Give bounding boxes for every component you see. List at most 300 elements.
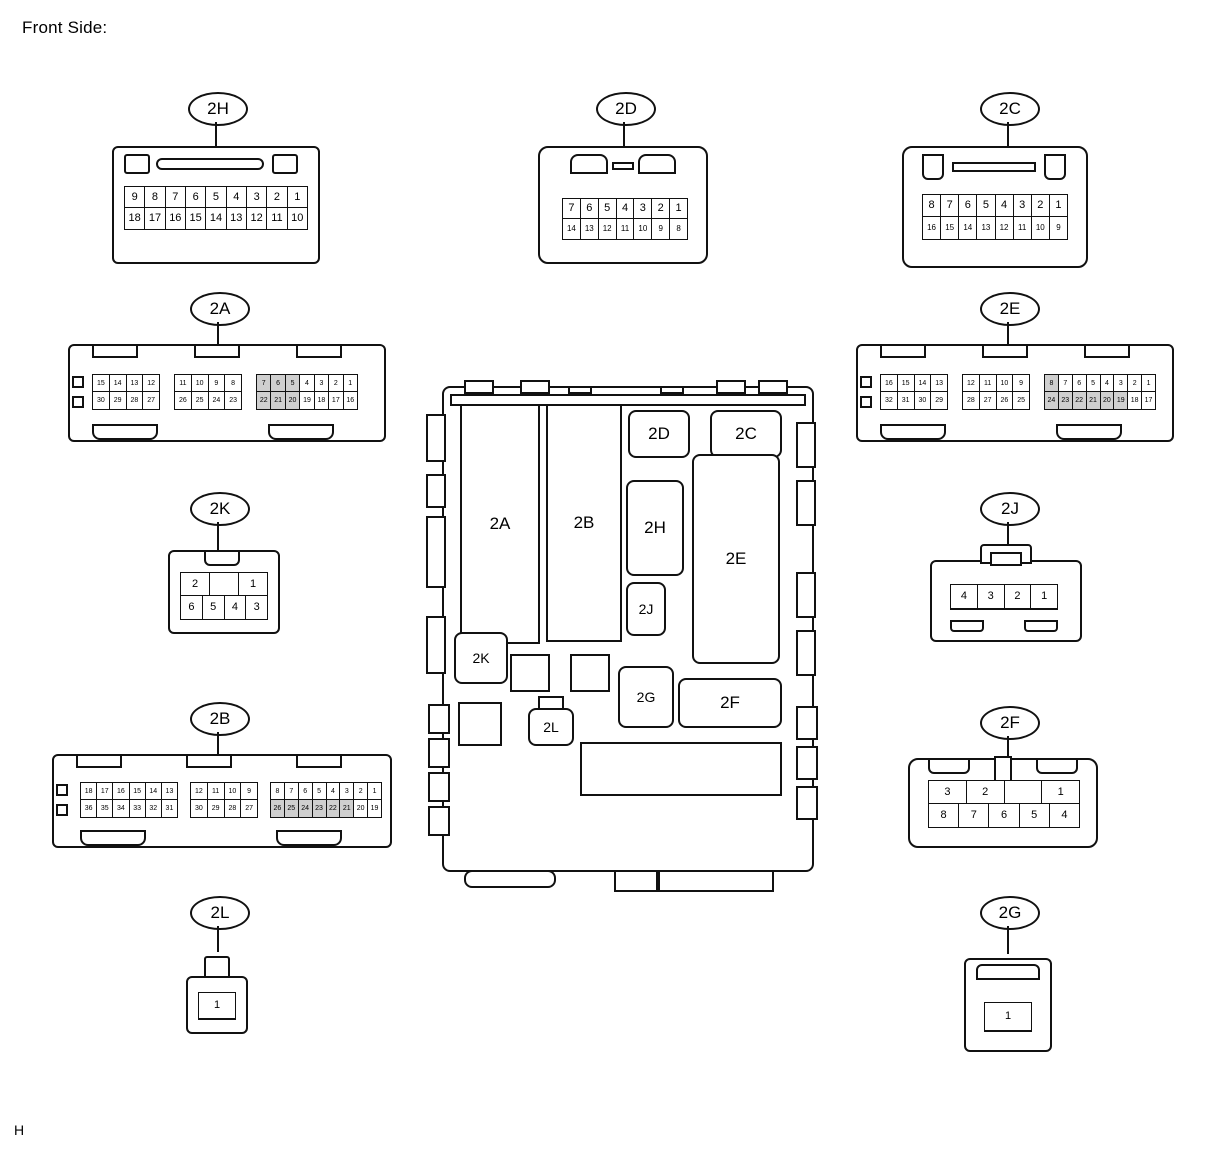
pin: 8 xyxy=(929,804,959,827)
pin: 12 xyxy=(996,217,1014,239)
pin: 13 xyxy=(977,217,995,239)
pin: 35 xyxy=(97,800,113,817)
pin: 30 xyxy=(915,392,932,409)
pin: 5 xyxy=(286,375,300,392)
block-left-clip-5 xyxy=(428,704,450,734)
pin: 17 xyxy=(97,783,113,800)
2a-side-clip-2 xyxy=(72,396,84,408)
2h-latch xyxy=(156,158,264,170)
2b-mid-row-2 xyxy=(191,800,257,817)
pin: 11 xyxy=(980,375,997,392)
2h-row-1 xyxy=(125,187,307,208)
2b-mid-row-1 xyxy=(191,783,257,800)
block-cavity-blank-3 xyxy=(458,702,502,746)
pin: 3 xyxy=(634,199,652,219)
block-cavity-2e[interactable]: 2E xyxy=(692,454,780,664)
pin: 29 xyxy=(208,800,225,817)
pin: 34 xyxy=(113,800,129,817)
2e-bottom-tab-1 xyxy=(880,424,946,440)
2c-tab-right xyxy=(1044,154,1066,180)
pin: 11 xyxy=(1014,217,1032,239)
pin: 16 xyxy=(881,375,898,392)
pin: 15 xyxy=(130,783,146,800)
block-left-clip-1 xyxy=(426,414,446,462)
pin: 2 xyxy=(1032,195,1050,217)
pin: 12 xyxy=(247,208,267,229)
callout-2c: 2C xyxy=(980,92,1040,126)
pin: 5 xyxy=(203,596,225,619)
pin: 10 xyxy=(192,375,209,392)
2b-right-row-2 xyxy=(271,800,381,817)
lead-2c xyxy=(1007,122,1009,146)
2e-left-row-2 xyxy=(881,392,947,409)
pin: 19 xyxy=(370,805,379,812)
pin: 2 xyxy=(329,375,343,392)
block-cavity-2j[interactable]: 2J xyxy=(626,582,666,636)
block-cavity-2f[interactable]: 2F xyxy=(678,678,782,728)
connector-2l xyxy=(186,976,248,1034)
block-cavity-2l-tab xyxy=(538,696,564,710)
lead-2d xyxy=(623,122,625,146)
pin: 8 xyxy=(225,375,241,392)
junction-block xyxy=(428,386,828,906)
2c-pin-grid xyxy=(922,194,1068,240)
pin: 21 xyxy=(340,800,354,817)
2a-left-row-2 xyxy=(93,392,159,409)
pin: 21 xyxy=(271,392,285,409)
pin: 2 xyxy=(1005,585,1032,609)
pin: 15 xyxy=(941,217,959,239)
pin: 1 xyxy=(239,573,267,596)
pin: 12 xyxy=(191,783,208,800)
pin: 2 xyxy=(652,199,670,219)
pin: 20 xyxy=(1101,392,1115,409)
pin: 4 xyxy=(225,596,247,619)
pin: 28 xyxy=(963,392,980,409)
pin: 1 xyxy=(288,187,307,208)
connector-2k xyxy=(168,550,280,634)
pin: 13 xyxy=(162,783,177,800)
pin: 4 xyxy=(227,187,247,208)
pin: 18 xyxy=(81,783,97,800)
pin: 19 xyxy=(1114,392,1128,409)
2b-top-tab-3 xyxy=(296,754,342,768)
pin: 14 xyxy=(915,375,932,392)
2c-latch xyxy=(952,162,1036,172)
2a-pin-grid-right xyxy=(256,374,358,410)
pin: 9 xyxy=(652,219,670,239)
2e-pin-grid-right xyxy=(1044,374,1156,410)
2a-top-tab-2 xyxy=(194,344,240,358)
pin: 27 xyxy=(980,392,997,409)
pin: 6 xyxy=(181,596,203,619)
callout-2g: 2G xyxy=(980,896,1040,930)
block-left-clip-2 xyxy=(426,474,446,508)
callout-2h: 2H xyxy=(188,92,248,126)
2c-row-2 xyxy=(923,217,1067,239)
block-right-clip-5 xyxy=(796,706,818,740)
pin: 31 xyxy=(165,805,174,812)
pin: 3 xyxy=(315,375,329,392)
block-cavity-2l[interactable]: 2L xyxy=(528,708,574,746)
pin: 19 xyxy=(300,392,314,409)
2e-left-row-1 xyxy=(881,375,947,392)
2b-bottom-tab-1 xyxy=(80,830,146,846)
connector-2j xyxy=(930,560,1082,642)
block-right-clip-4 xyxy=(796,630,816,676)
pin: 21 xyxy=(1087,392,1101,409)
callout-2l: 2L xyxy=(190,896,250,930)
2b-top-tab-2 xyxy=(186,754,232,768)
block-left-clip-7 xyxy=(428,772,450,802)
pin: 9 xyxy=(1013,375,1029,392)
pin: 7 xyxy=(959,804,989,827)
pin: 4 xyxy=(300,375,314,392)
2b-left-row-1 xyxy=(81,783,177,800)
lead-2e xyxy=(1007,322,1009,344)
connector-2g xyxy=(964,958,1052,1052)
2a-right-row-1 xyxy=(257,375,357,392)
pin: 29 xyxy=(110,392,127,409)
pin: 7 xyxy=(285,783,299,800)
pin: 6 xyxy=(581,199,599,219)
2e-mid-row-2 xyxy=(963,392,1029,409)
callout-2j: 2J xyxy=(980,492,1040,526)
pin: 26 xyxy=(271,800,285,817)
pin: 8 xyxy=(145,187,165,208)
pin: 1 xyxy=(985,1003,1031,1031)
connector-2f xyxy=(908,758,1098,848)
block-cavity-2b[interactable]: 2B xyxy=(546,404,622,642)
2g-row-1 xyxy=(985,1003,1031,1031)
pin: 9 xyxy=(241,783,257,800)
pin: 6 xyxy=(271,375,285,392)
2b-top-tab-1 xyxy=(76,754,122,768)
block-top-notch-4 xyxy=(660,386,684,394)
block-cavity-2h[interactable]: 2H xyxy=(626,480,684,576)
2f-row-1 xyxy=(929,781,1079,804)
block-foot-3 xyxy=(658,870,774,892)
pin: 13 xyxy=(227,208,247,229)
pin: 4 xyxy=(617,199,635,219)
2b-side-clip-2 xyxy=(56,804,68,816)
pin: 5 xyxy=(313,783,327,800)
pin: 25 xyxy=(1017,397,1026,404)
block-cavity-2k[interactable]: 2K xyxy=(454,632,508,684)
block-left-clip-6 xyxy=(428,738,450,768)
callout-2k: 2K xyxy=(190,492,250,526)
pin: 15 xyxy=(898,375,915,392)
pin: 1 xyxy=(199,993,235,1019)
lead-2h xyxy=(215,122,217,146)
pin: 32 xyxy=(881,392,898,409)
pin: 25 xyxy=(192,392,209,409)
2d-tab-right xyxy=(638,154,676,174)
pin: 9 xyxy=(1056,223,1061,232)
pin: 16 xyxy=(923,217,941,239)
connector-2b xyxy=(52,754,392,848)
2a-left-row-1 xyxy=(93,375,159,392)
2j-bottom-tab-1 xyxy=(950,620,984,632)
pin: 20 xyxy=(354,800,368,817)
connector-2c xyxy=(902,146,1088,268)
2k-top-tab xyxy=(204,550,240,566)
pin: 6 xyxy=(299,783,313,800)
pin: 28 xyxy=(225,800,242,817)
pin: 14 xyxy=(563,219,581,239)
pin: 18 xyxy=(1128,392,1142,409)
pin-blank xyxy=(210,573,239,596)
pin: 4 xyxy=(1061,809,1068,821)
pin: 27 xyxy=(147,397,156,404)
pin: 10 xyxy=(634,219,652,239)
2a-right-row-2 xyxy=(257,392,357,409)
pin: 6 xyxy=(989,804,1019,827)
block-right-clip-1 xyxy=(796,422,816,468)
pin: 3 xyxy=(253,601,260,613)
2e-right-row-2 xyxy=(1045,392,1155,409)
pin: 7 xyxy=(941,195,959,217)
pin: 32 xyxy=(146,800,162,817)
pin: 5 xyxy=(1020,804,1050,827)
lead-2a xyxy=(217,322,219,344)
2e-pin-grid-mid xyxy=(962,374,1030,410)
pin: 6 xyxy=(959,195,977,217)
pin: 10 xyxy=(997,375,1014,392)
2a-mid-row-2 xyxy=(175,392,241,409)
pin: 12 xyxy=(143,375,159,392)
connector-2e xyxy=(856,344,1174,442)
2b-left-row-2 xyxy=(81,800,177,817)
pin: 23 xyxy=(1059,392,1073,409)
pin: 18 xyxy=(125,208,145,229)
2e-side-clip-2 xyxy=(860,396,872,408)
2k-row-2 xyxy=(181,596,267,619)
pin: 8 xyxy=(271,783,285,800)
pin: 11 xyxy=(208,783,225,800)
lead-2k xyxy=(217,522,219,550)
lead-2f xyxy=(1007,736,1009,758)
page-title: Front Side: xyxy=(22,18,108,37)
2f-row-2 xyxy=(929,804,1079,827)
pin: 12 xyxy=(599,219,617,239)
block-foot-2 xyxy=(614,870,658,892)
2b-pin-grid-right xyxy=(270,782,382,818)
block-right-clip-7 xyxy=(796,786,818,820)
2e-top-tab-3 xyxy=(1084,344,1130,358)
pin: 22 xyxy=(327,800,341,817)
connector-2h xyxy=(112,146,320,264)
block-top-notch-2 xyxy=(520,380,550,394)
2b-pin-grid-left xyxy=(80,782,178,818)
pin: 1 xyxy=(1050,195,1067,217)
pin: 8 xyxy=(676,224,681,233)
pin: 11 xyxy=(175,375,192,392)
pin: 2 xyxy=(967,781,1005,804)
2b-side-clip-1 xyxy=(56,784,68,796)
pin: 2 xyxy=(1128,375,1142,392)
pin: 7 xyxy=(166,187,186,208)
pin: 6 xyxy=(186,187,206,208)
lead-2g xyxy=(1007,926,1009,954)
pin: 4 xyxy=(996,195,1014,217)
pin: 24 xyxy=(1045,392,1059,409)
block-cavity-blank-1 xyxy=(510,654,550,692)
pin: 24 xyxy=(299,800,313,817)
pin: 5 xyxy=(206,187,226,208)
block-right-clip-6 xyxy=(796,746,818,780)
pin: 8 xyxy=(923,195,941,217)
pin: 1 xyxy=(1042,781,1079,804)
pin: 23 xyxy=(229,397,238,404)
pin: 33 xyxy=(130,800,146,817)
block-right-clip-2 xyxy=(796,480,816,526)
pin: 25 xyxy=(285,800,299,817)
pin: 15 xyxy=(186,208,206,229)
2c-row-1 xyxy=(923,195,1067,217)
pin: 3 xyxy=(1114,375,1128,392)
pin: 24 xyxy=(209,392,226,409)
2e-pin-grid-left xyxy=(880,374,948,410)
pin: 26 xyxy=(997,392,1014,409)
2j-pin-grid xyxy=(950,584,1058,610)
pin: 14 xyxy=(959,217,977,239)
pin: 10 xyxy=(291,212,304,224)
2e-top-tab-1 xyxy=(880,344,926,358)
2l-pin-grid xyxy=(198,992,236,1020)
pin: 4 xyxy=(951,585,978,609)
2e-top-tab-2 xyxy=(982,344,1028,358)
2h-tab-left xyxy=(124,154,150,174)
block-cavity-2d[interactable]: 2D xyxy=(628,410,690,458)
2a-bottom-tab-2 xyxy=(268,424,334,440)
2f-top-tab-2 xyxy=(994,756,1012,782)
footer-mark: H xyxy=(14,1122,25,1138)
callout-2f: 2F xyxy=(980,706,1040,740)
2j-row-1 xyxy=(951,585,1057,609)
pin: 14 xyxy=(206,208,226,229)
2a-pin-grid-mid xyxy=(174,374,242,410)
2d-tab-left xyxy=(570,154,608,174)
2a-bottom-tab-1 xyxy=(92,424,158,440)
pin: 5 xyxy=(977,195,995,217)
2l-row-1 xyxy=(199,993,235,1019)
connector-2a xyxy=(68,344,386,442)
pin: 28 xyxy=(127,392,144,409)
pin: 17 xyxy=(1144,397,1153,404)
block-cavity-2a[interactable]: 2A xyxy=(460,404,540,644)
pin: 11 xyxy=(617,219,635,239)
2f-pin-grid xyxy=(928,780,1080,828)
2d-row-2 xyxy=(563,219,687,239)
pin: 36 xyxy=(81,800,97,817)
pin: 17 xyxy=(329,392,343,409)
pin: 2 xyxy=(354,783,368,800)
pin: 27 xyxy=(245,805,254,812)
2a-pin-grid-left xyxy=(92,374,160,410)
2b-right-row-1 xyxy=(271,783,381,800)
pin: 3 xyxy=(929,781,967,804)
block-cavity-blank-2 xyxy=(570,654,610,692)
lead-2l xyxy=(217,926,219,952)
pin: 5 xyxy=(1087,375,1101,392)
pin: 16 xyxy=(346,397,355,404)
2e-mid-row-1 xyxy=(963,375,1029,392)
pin: 8 xyxy=(1045,375,1059,392)
block-top-notch-3 xyxy=(568,386,592,394)
block-cavity-blank-4 xyxy=(580,742,782,796)
pin: 29 xyxy=(935,397,944,404)
2h-tab-right xyxy=(272,154,298,174)
2a-top-tab-3 xyxy=(296,344,342,358)
block-cavity-2c[interactable]: 2C xyxy=(710,410,782,458)
pin: 18 xyxy=(315,392,329,409)
pin: 31 xyxy=(898,392,915,409)
pin: 23 xyxy=(313,800,327,817)
2b-pin-grid-mid xyxy=(190,782,258,818)
block-foot-1 xyxy=(464,870,556,888)
2j-top-tab-inner xyxy=(990,552,1022,566)
block-left-clip-3 xyxy=(426,516,446,588)
callout-2d: 2D xyxy=(596,92,656,126)
2e-side-clip-1 xyxy=(860,376,872,388)
2k-row-1 xyxy=(181,573,267,596)
pin: 9 xyxy=(125,187,145,208)
callout-2b: 2B xyxy=(190,702,250,736)
2l-top-tab xyxy=(204,956,230,978)
block-top-notch-5 xyxy=(716,380,746,394)
pin: 26 xyxy=(175,392,192,409)
pin: 1 xyxy=(1031,585,1057,609)
block-cavity-2g[interactable]: 2G xyxy=(618,666,674,728)
block-top-notch-1 xyxy=(464,380,494,394)
pin: 30 xyxy=(191,800,208,817)
pin: 22 xyxy=(1073,392,1087,409)
pin: 7 xyxy=(1059,375,1073,392)
pin: 6 xyxy=(1073,375,1087,392)
2a-side-clip-1 xyxy=(72,376,84,388)
2d-pin-grid xyxy=(562,198,688,240)
2d-latch xyxy=(612,162,634,170)
pin: 2 xyxy=(267,187,287,208)
pin: 3 xyxy=(247,187,267,208)
block-right-clip-3 xyxy=(796,572,816,618)
callout-2e: 2E xyxy=(980,292,1040,326)
2h-row-2 xyxy=(125,208,307,229)
pin: 10 xyxy=(1032,217,1050,239)
pin-blank xyxy=(1005,781,1043,804)
pin: 1 xyxy=(344,375,357,392)
callout-2a: 2A xyxy=(190,292,250,326)
2h-pin-grid xyxy=(124,186,308,230)
pin: 13 xyxy=(127,375,144,392)
block-left-clip-8 xyxy=(428,806,450,836)
2c-tab-left xyxy=(922,154,944,180)
pin: 5 xyxy=(599,199,617,219)
2a-mid-row-1 xyxy=(175,375,241,392)
connector-2d xyxy=(538,146,708,264)
pin: 1 xyxy=(368,783,381,800)
pin: 3 xyxy=(1014,195,1032,217)
pin: 15 xyxy=(93,375,110,392)
block-left-clip-4 xyxy=(426,616,446,674)
pin: 1 xyxy=(670,199,687,219)
pin: 30 xyxy=(93,392,110,409)
pin: 3 xyxy=(340,783,354,800)
pin: 9 xyxy=(209,375,226,392)
pin: 20 xyxy=(286,392,300,409)
2a-top-tab-1 xyxy=(92,344,138,358)
